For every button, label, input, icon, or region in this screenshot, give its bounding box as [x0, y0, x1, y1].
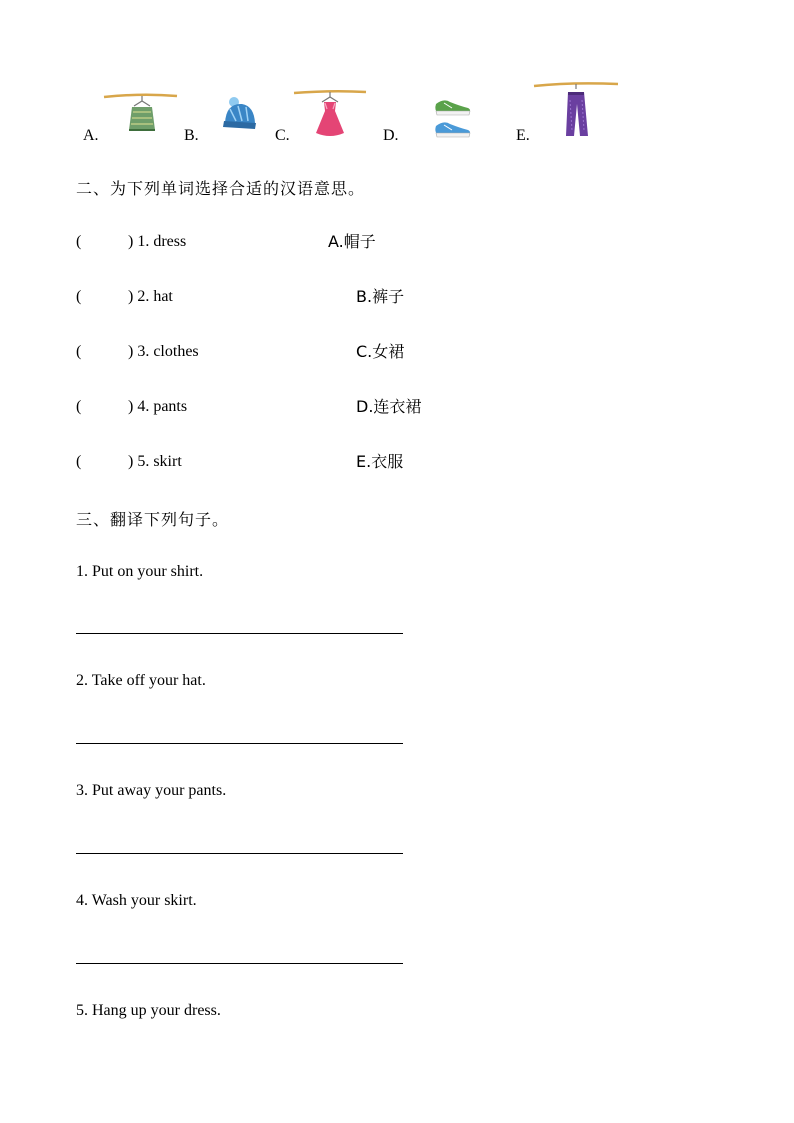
option-a-letter: A. — [83, 127, 99, 144]
dress-icon — [292, 89, 372, 139]
sentence-item: 1. Put on your shirt. — [76, 563, 204, 580]
answer-line[interactable] — [76, 853, 403, 854]
shoes-icon — [432, 96, 474, 142]
section-3-heading: 三、翻译下列句子。 — [76, 510, 230, 529]
option-c-letter: C. — [275, 127, 290, 144]
answer-line[interactable] — [76, 633, 403, 634]
sentence-item: 3. Put away your pants. — [76, 782, 227, 799]
answer-blank-open: ( — [76, 343, 82, 360]
meaning-option: D.连衣裙 — [356, 397, 422, 416]
sentence-item: 4. Wash your skirt. — [76, 892, 197, 909]
section-2-heading: 二、为下列单词选择合适的汉语意思。 — [76, 179, 366, 198]
meaning-option: C.女裙 — [356, 342, 405, 361]
pants-icon — [532, 80, 622, 138]
word-item: ) 3. clothes — [128, 343, 199, 360]
skirt-icon — [102, 92, 182, 137]
word-item: ) 4. pants — [128, 398, 188, 415]
option-d-letter: D. — [383, 127, 399, 144]
sentence-item: 5. Hang up your dress. — [76, 1002, 221, 1019]
meaning-option: B.裤子 — [356, 287, 405, 306]
answer-blank-open: ( — [76, 453, 82, 470]
answer-blank-open: ( — [76, 288, 82, 305]
answer-blank-open: ( — [76, 398, 82, 415]
answer-line[interactable] — [76, 963, 403, 964]
word-item: ) 1. dress — [128, 233, 187, 250]
word-item: ) 5. skirt — [128, 453, 182, 470]
meaning-option: A.帽子 — [328, 232, 376, 251]
word-item: ) 2. hat — [128, 288, 173, 305]
answer-line[interactable] — [76, 743, 403, 744]
meaning-option: E.衣服 — [356, 452, 404, 471]
sentence-item: 2. Take off your hat. — [76, 672, 206, 689]
hat-icon — [220, 95, 260, 135]
option-b-letter: B. — [184, 127, 199, 144]
option-e-letter: E. — [516, 127, 530, 144]
answer-blank-open: ( — [76, 233, 82, 250]
